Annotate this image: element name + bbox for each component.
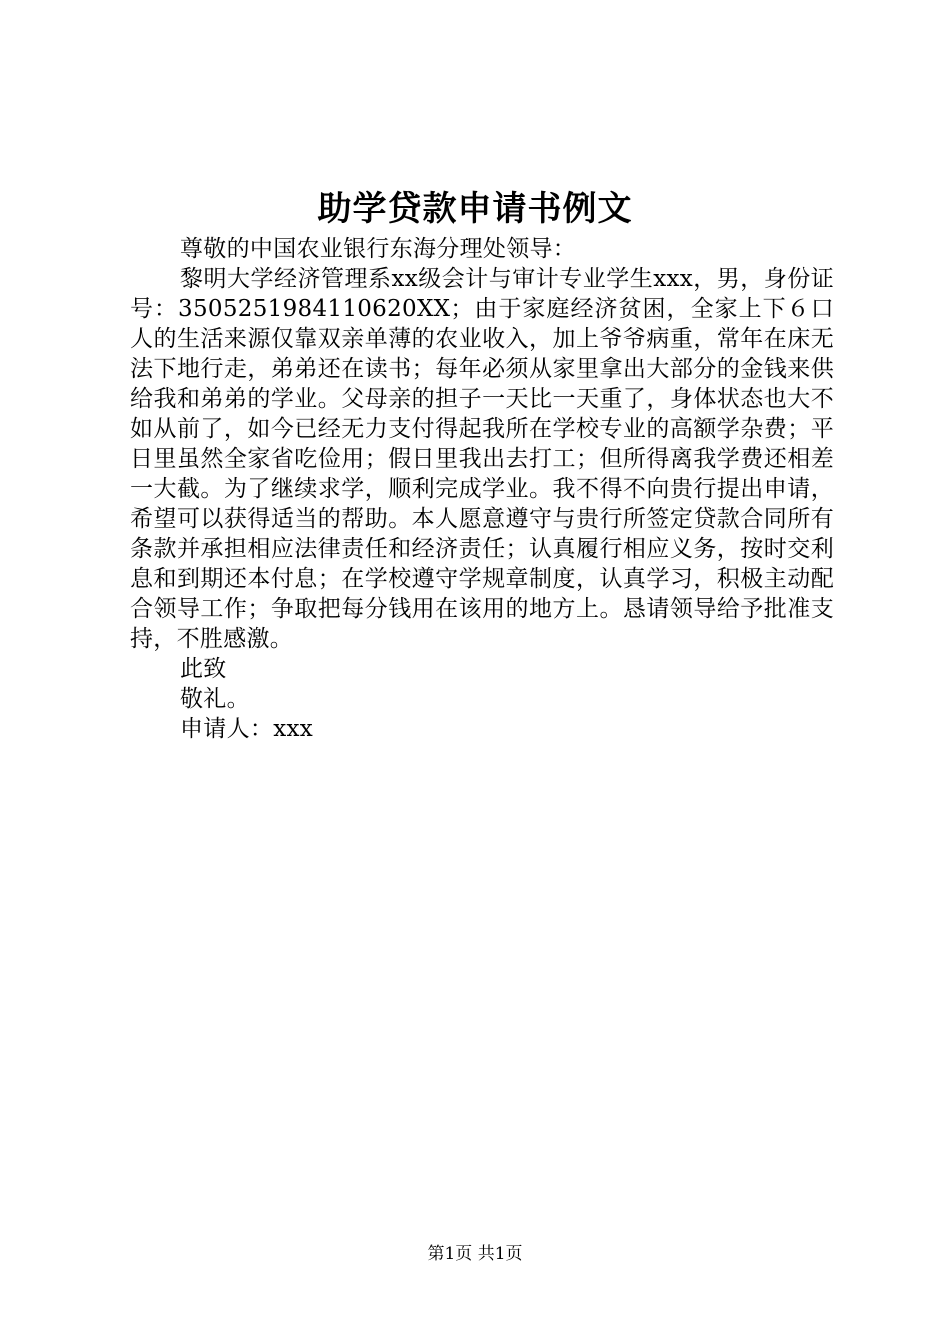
- closing-line-2: 敬礼。: [180, 686, 250, 712]
- salutation: 尊敬的中国农业银行东海分理处领导：: [180, 236, 577, 262]
- document-body: [130, 234, 834, 744]
- signature-line: 申请人：xxx: [180, 716, 314, 742]
- main-paragraph: 黎明大学经济管理系xx级会计与审计专业学生xxx，男，身份证号：3505251984110620XX；由于家庭经济贫困，全家上下６口人的生活来源仅靠双亲单薄的农业收入，加上爷爷病重，常年在床无法下地行走，弟弟还在读书；每年必须从家里拿出大部分的金钱来供给我和弟弟的学业。父母亲的担子一天比一天重了，身体状态也大不如从前了，如今已经无力支付得起我所在学校专业的高额学杂费；平日里虽然全家省吃俭用；假日里我出去打工；但所得离我学费还相差一大截。为了继续求学，顺利完成学业。我不得不向贵行提出申请，希望可以获得适当的帮助。本人愿意遵守与贵行所签定贷款合同所有条款并承担相应法律责任和经济责任；认真履行相应义务，按时交利息和到期还本付息；在学校遵守学规章制度，认真学习，积极主动配合领导工作；争取把每分钱用在该用的地方上。恳请领导给予批准支持，不胜感激。: [130, 266, 834, 652]
- closing-line-1: 此致: [180, 656, 227, 682]
- document-title: 助学贷款申请书例文: [317, 189, 633, 229]
- page-footer: 第1页 共1页: [427, 1244, 523, 1264]
